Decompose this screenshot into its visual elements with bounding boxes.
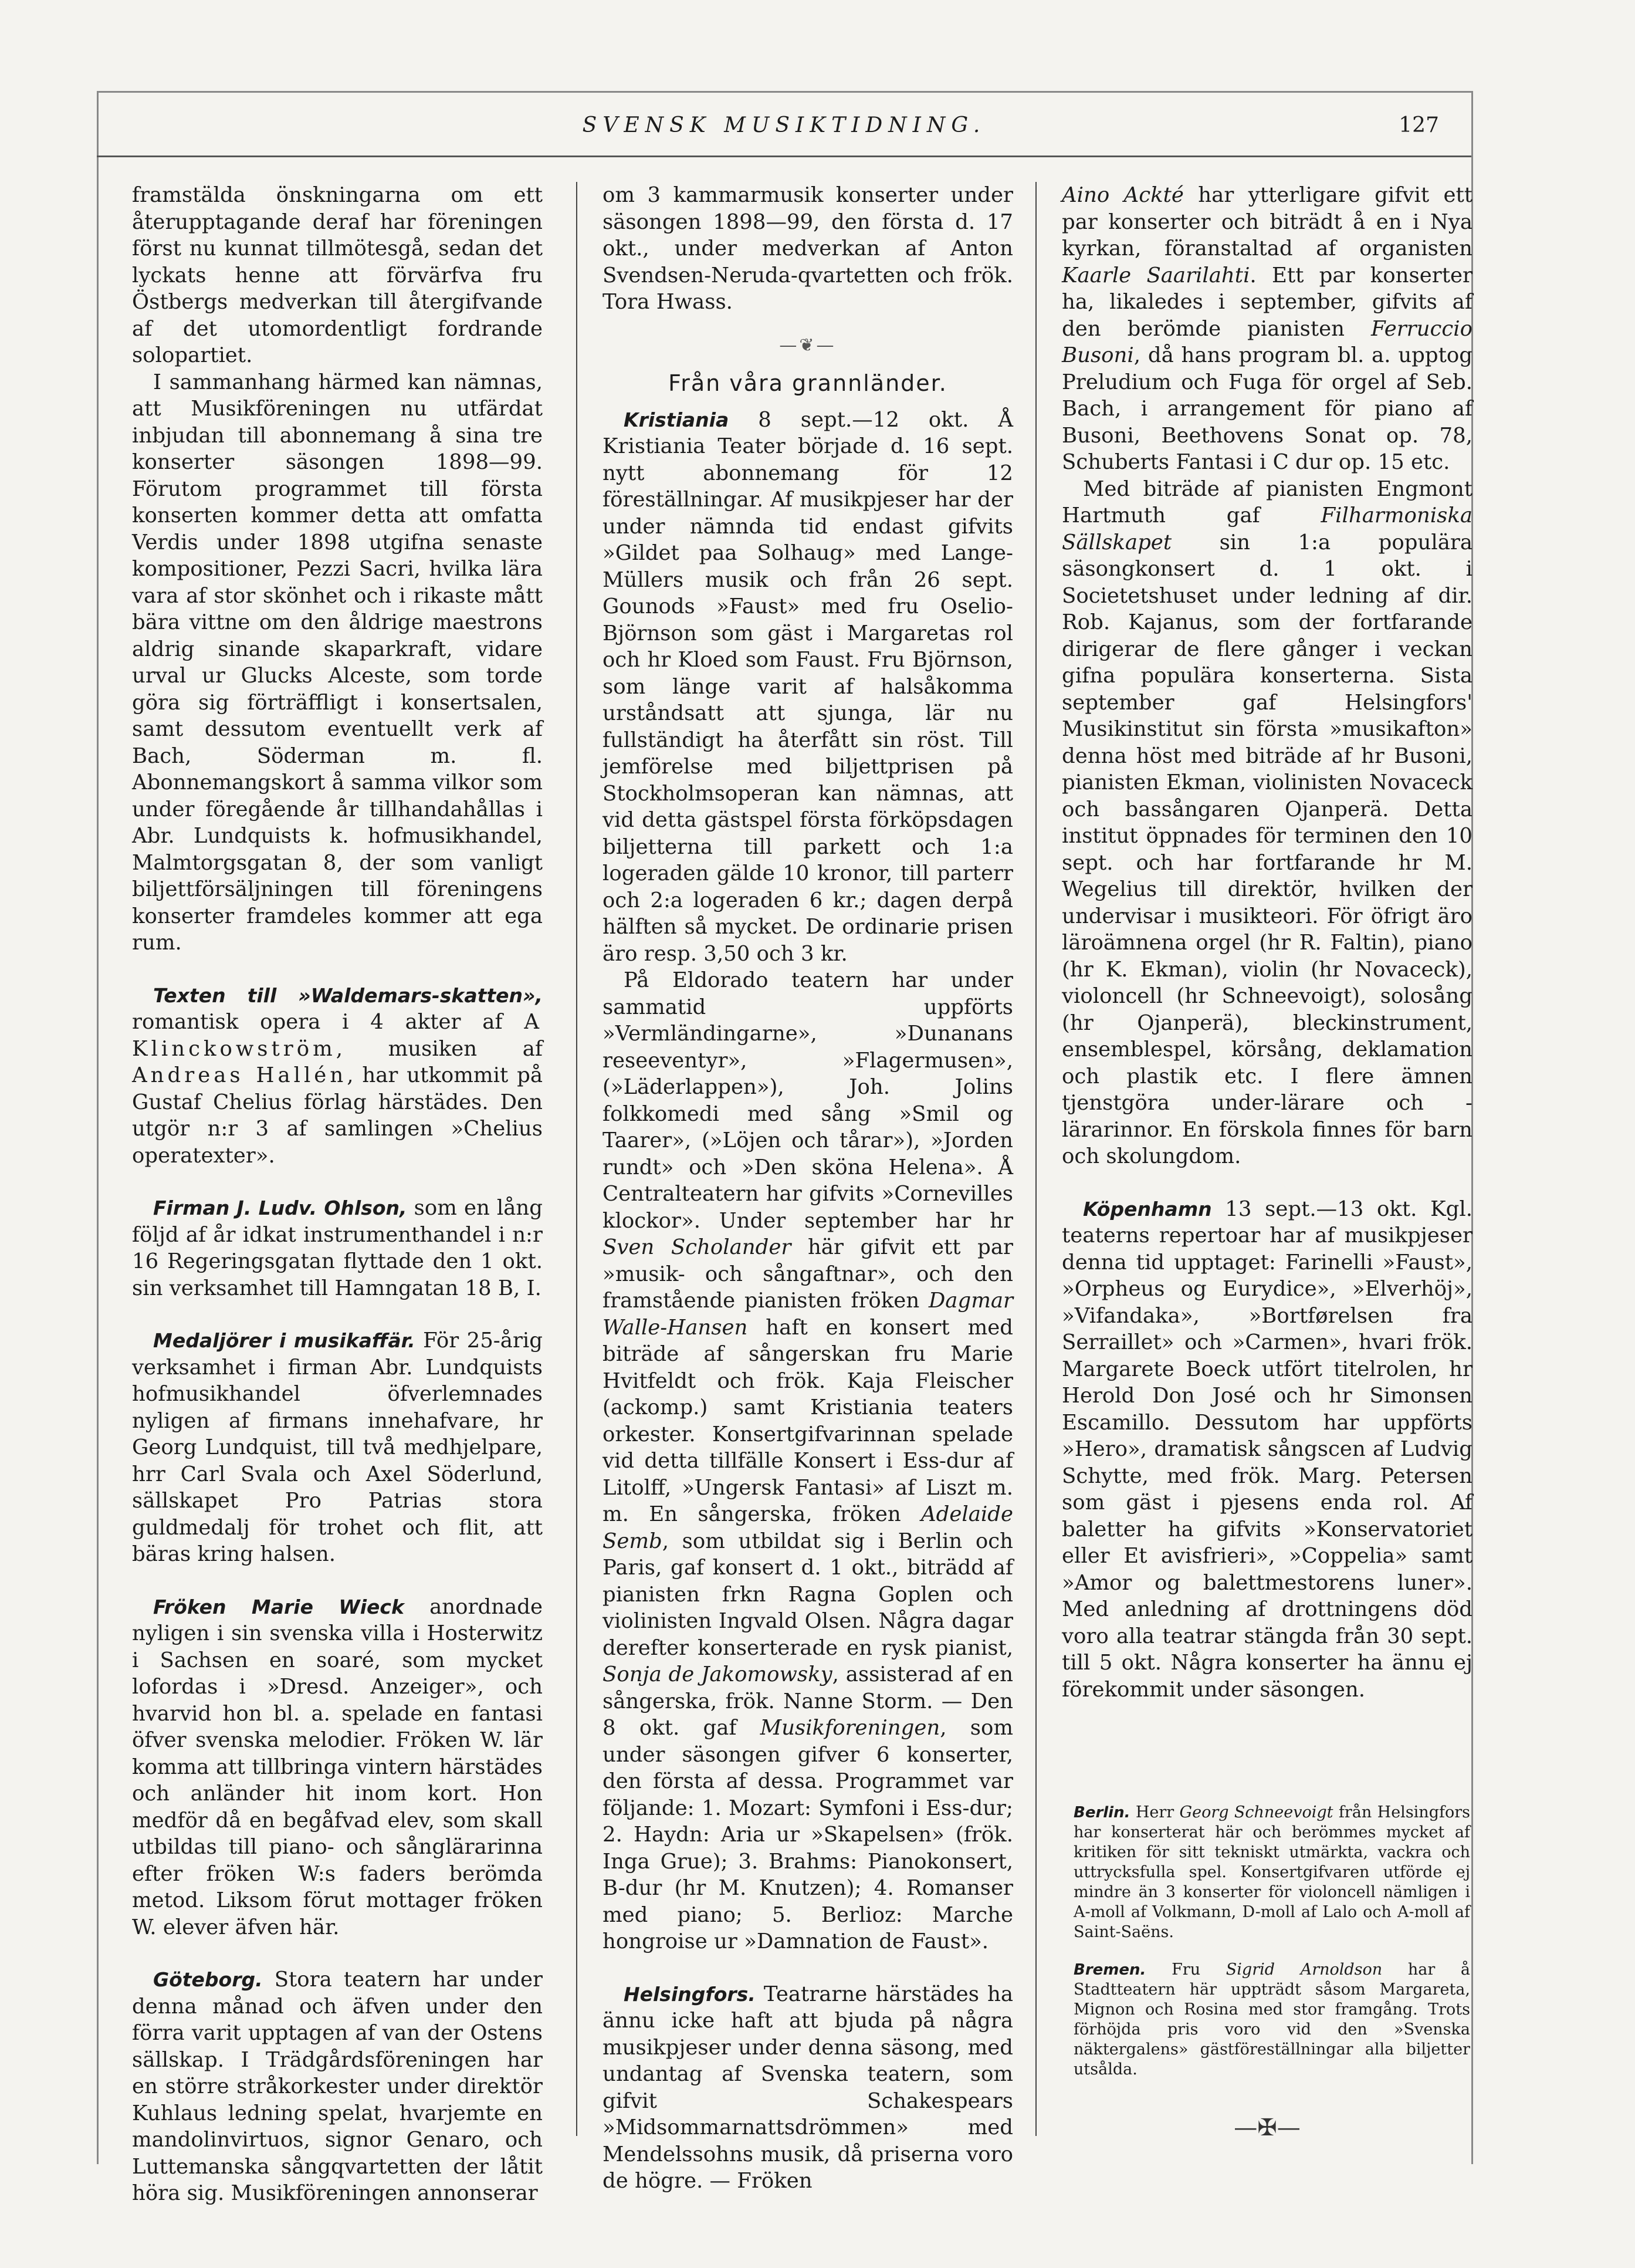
item-heading: Medaljörer i musikaffär. [153,1329,415,1352]
paragraph: framstälda önskningarna om ett återupptagande deraf har föreningen först nu kunnat tillmötesgå, sedan det lyckats henne att förvärfva fru Östbergs medverkan till återgifvande af det utomordentligt fordrande solopartiet. [132,183,543,367]
news-item: Firman J. Ludv. Ohlson, som en lång följd af år idkat instrumenthandel i n:r 16 Regeringsgatan flyttade den 1 okt. sin verksamhet till Hamngatan 18 B, I. [132,1196,543,1300]
paragraph: I sammanhang härmed kan nämnas, att Musikföreningen nu utfärdat inbjudan till abonnemang å sina tre konserter säsongen 1898—99. Förutom programmet till första konserten kommer detta att omfatta Verdis under 1898 utgifna senaste kompositioner, Pezzi Sacri, hvilka lära vara af stor skönhet och i rikaste mått bära vittne om den åldrige maestrons aldrig sinande skaparkraft, vidare urval ur Glucks Alceste, som torde göra sig förträffligt i konsertsalen, samt dessutom eventuellt verk af Bach, Söderman m. fl. Abonnemangskort å samma vilkor som under föregående år tillhandahållas i Abr. Lundquists k. hofmusikhandel, Malmtorgsgatan 8, der som vanligt biljettförsäljningen till föreningens konserter framdeles kommer att ega rum. [132,370,543,955]
item-heading: Fröken Marie Wieck [153,1595,404,1618]
column-2 [602,182,1014,2193]
news-item: Helsingfors. Teatrarne härstädes ha ännu icke haft att bjuda på några musikpjeser under denna säsong, med undantag af Svenska teatern, som gifvit Schakespears »Midsommarnattsdrömmen» med Mendelssohns musik, då priserna voro de högre. — Fröken [602,1982,1013,2193]
end-ornament: —✠— [1234,2114,1301,2141]
paragraph: om 3 kammarmusik konserter under säsongen 1898—99, den första d. 17 okt., under medverkan af Anton Svendsen-Neruda-qvartetten och frök. Tora Hwass. [602,183,1013,314]
section-title: Från våra grannländer. [668,370,947,396]
item-heading: Texten till »Waldemars-skatten», [153,983,543,1007]
news-item: Göteborg. Stora teatern har under denna månad och äfven under den förra varit upptagen af van der Ostens sällskap. I Trädgårdsföreningen har en större stråkorkester under direktör Kuhlaus ledning spelat, hvarjemte en mandolinvirtuos, signor Genaro, och Luttemanska sångqvartetten der låtit höra sig. Musikföreningen annonserar [132,1968,543,2205]
news-item: Kristiania 8 sept.—12 okt. Å Kristiania Teater började d. 16 sept. nytt abonnemang för 12 föreställningar. Af musikpjeser har der under nämnda tid endast gifvits »Gildet paa Solhaug» med Lange-Müllers musik och från 26 sept. Gounods »Faust» med fru Oselio-Björnson som gäst i Margaretas rol och hr Kloed som Faust. Fru Björnson, som länge varit af halsåkomma urståndsatt att sjunga, lär nu fullständigt ha återfått sin röst. Till jemförelse med biljettprisen på Stockholmsoperan kan nämnas, att vid detta gästspel första förköpsdagen biljetterna till parkett och 1:a logeraden gälde 10 kronor, till parterr och 2:a logeraden 6 kr.; dagen derpå hälften så mycket. De ordinarie prisen äro resp. 3,50 och 3 kr. [602,407,1013,966]
item-heading: Berlin. [1074,1804,1130,1821]
column-3 [1062,182,1472,2141]
news-item: Medaljörer i musikaffär. För 25-årig verksamhet i firman Abr. Lundquists hofmusikhandel öfverlemnades nyligen af firmans innehafvare, hr Georg Lundquist, till två medhjelpare, hrr Carl Svala och Axel Söderlund, sällskapet Pro Patrias stora guldmedalj för trohet och flit, att bäras kring halsen. [132,1329,543,1566]
paragraph: På Eldorado teatern har under sammatid uppförts »Vermländingarne», »Dunanans reseeventyr», »Flagermusen», (»Läderlappen»), Joh. Jolins folkkomedi med sång »Smil og Taarer», (»Löjen och tårar»), »Jorden rundt» och »Den sköna Helena». Å Centralteatern har gifvits »Cornevilles klockor». Under september har hr Sven Scholander här gifvit ett par »musik- och sångaftnar», och den framstående pianisten fröken Dagmar Walle-Hansen haft en konsert med biträde af sångerskan fru Marie Hvitfeldt och frök. Kaja Fleischer (ackomp.) samt Kristiania teaters orkester. Konsertgifvarinnan spelade vid detta tillfälle Konsert i Ess-dur af Litolff, »Ungersk Fantasi» af Liszt m. m. En sångerska, fröken Adelaide Semb, som utbildat sig i Berlin och Paris, gaf konsert d. 1 okt., biträdd af pianisten frkn Ragna Goplen och violinisten Ingvald Olsen. Några dagar derefter konserterade en rysk pianist, Sonja de Jakomowsky, assisterad af en sångerska, frök. Nanne Storm. — Den 8 okt. gaf Musikforeningen, som under säsongen gifver 6 konserter, den första af dessa. Programmet var följande: 1. Mozart: Symfoni i Ess-dur; 2. Haydn: Aria ur »Skapelsen» (frök. Inga Grue); 3. Brahms: Pianokonsert, B-dur (hr M. Knutzen); 4. Romanser med piano; 5. Berlioz: Marche hongroise ur »Damnation de Faust». [602,968,1014,1953]
item-heading: Helsingfors. [624,1982,756,2006]
news-item: Texten till »Waldemars-skatten», romantisk opera i 4 akter af A Klinckowström, musiken af Andreas Hallén, har utkommit på Gustaf Chelius förlag härstädes. Den utgör n:r 3 af samlingen »Chelius operatexter». [132,983,543,1168]
item-heading: Göteborg. [153,1968,263,1991]
section-ornament: —❦— [779,334,837,356]
item-heading: Bremen. [1074,1961,1146,1979]
item-heading: Firman J. Ludv. Ohlson, [153,1196,407,1219]
column-1 [132,182,543,2205]
item-heading: Kristiania [624,408,729,431]
footnote-item: Bremen. Fru Sigrid Arnoldson har å Stadtteatern här uppträdt såsom Margareta, Mignon och Rosina med stor framgång. Trots förhöjda pris voro vid den »Svenska näktergalens» gästföreställningar alla biljetter utsålda. [1074,1961,1471,2078]
person-name: Andreas Hallén [132,1063,347,1087]
news-item: Fröken Marie Wieck anordnade nyligen i sin svenska villa i Hosterwitz i Sachsen en soaré, som mycket lofordas i »Dresd. Anzeiger», och hvarvid hon bl. a. spelade en fantasi öfver svenska melodier. Fröken W. lär komma att tillbringa vintern härstädes och anländer hit inom kort. Hon medför då en begåfvad elev, som skall utbildas till piano- och sånglärarinna efter fröken W:s faders berömda metod. Liksom förut mottager fröken W. elever äfven här. [132,1594,543,1939]
news-item: Köpenhamn 13 sept.—13 okt. Kgl. teaterns repertoar har af musikpjeser denna tid upptaget: Farinelli »Faust», »Orpheus og Eurydice», »Elverhöj», »Vifandaka», »Bortførelsen fra Serraillet» och »Carmen», hvari frök. Margarete Boeck utfört titelrolen, hr Herold Don José och hr Simonsen Escamillo. Dessutom har uppförts »Hero», dramatisk sångscen af Ludvig Schytte, med frök. Marg. Petersen som gäst i pjesens enda rol. Af baletter ha gifvits »Konservatoriet eller Et avisfrieri», »Coppelia» samt »Amor og balettmestorens luner». Med anledning af drottningens död voro alla teatrar stängda från 30 sept. till 5 okt. Några konserter ha ännu ej förekommit under säsongen. [1062,1196,1472,1702]
paragraph: Med biträde af pianisten Engmont Hartmuth gaf Filharmoniska Sällskapet sin 1:a populära säsongkonsert d. 1 okt. i Societetshuset under ledning af dir. Rob. Kajanus, som der fortfarande dirigerar de flere gånger i veckan gifna populära konserterna. Sista september gaf Helsingfors' Musikinstitut sin första »musikafton» denna höst med biträde af hr Busoni, pianisten Ekman, violinisten Novaceck och bassångaren Ojanperä. Detta institut öppnades för terminen den 10 sept. och har fortfarande hr M. Wegelius till direktör, hvilken der undervisar i musikteori. För öfrigt äro läroämnena orgel (hr R. Faltin), piano (hr K. Ekman), violin (hr Novaceck), violoncell (hr Schneevoigt), solosång (hr Ojanperä), bleckinstrument, ensemblespel, körsång, deklamation och plastik etc. I flere ämnen tjenstgöra under-lärare och -lärarinnor. En förskola finnes för barn och skolungdom. [1062,476,1472,1168]
column-rule [576,182,577,2136]
paragraph: Aino Ackté har ytterligare gifvit ett par konserter och biträdt å en i Nya kyrkan, föranstaltad af organisten Kaarle Saarilahti. Ett par konserter ha, likaledes i september, gifvits af den berömde pianisten Ferruccio Busoni, då hans program bl. a. upptog Preludium och Fuga för orgel af Seb. Bach, i arrangement för piano af Busoni, Beethovens Sonat op. 78, Schuberts Fantasi i C dur op. 15 etc. [1062,183,1472,474]
footnote-item: Berlin. Herr Georg Schneevoigt från Helsingfors har konserterat här och berömmes mycket af kritiken för sitt tekniskt utmärkta, vackra och uttrycksfulla spel. Konsertgifvaren utförde ej mindre än 3 konserter för violoncell nämligen i A-moll af Volkmann, D-moll af Lalo och A-moll af Saint-Saëns. [1074,1803,1470,1941]
journal-title: SVENSK MUSIKTIDNING. [582,113,986,137]
page-number: 127 [1399,113,1439,137]
running-header [97,91,1471,157]
person-name: A Klinckowström [132,1010,543,1061]
item-heading: Köpenhamn [1083,1197,1212,1221]
column-rule [1035,182,1037,2136]
